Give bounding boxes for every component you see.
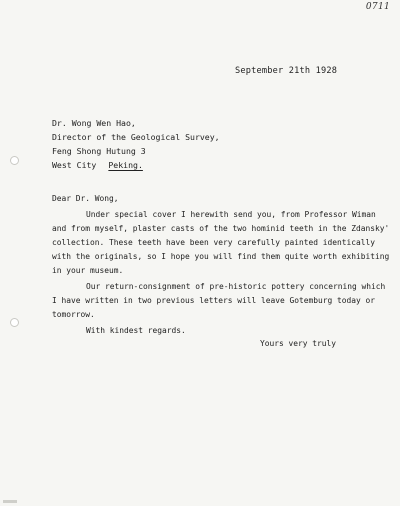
signoff: Yours very truly — [260, 339, 337, 348]
letter-body — [52, 192, 390, 338]
punch-hole-lower — [10, 318, 19, 327]
recipient-city: Peking. — [108, 160, 143, 170]
page-number: 0711 — [365, 2, 390, 12]
paragraph-line: in your museum. — [52, 266, 124, 275]
recipient-city-line — [52, 158, 220, 172]
paragraph-line: and from myself, plaster casts of the two hominid teeth in the Zdansky' — [52, 224, 390, 233]
recipient-address — [52, 116, 220, 172]
paragraph-1 — [52, 208, 390, 278]
letter-date: September 21th 1928 — [235, 66, 338, 76]
recipient-city-prefix: West City — [52, 160, 97, 170]
paragraph-line: tomorrow. — [52, 310, 95, 319]
paragraph-line: with the originals, so I hope you will find them quite worth exhibiting — [52, 252, 390, 261]
paragraph-line: I have written in two previous letters will leave Gotemburg today or — [52, 296, 376, 305]
salutation: Dear Dr. Wong, — [52, 194, 119, 203]
paragraph-line: collection. These teeth have been very carefully painted identically — [52, 238, 376, 247]
recipient-title: Director of the Geological Survey, — [52, 132, 220, 142]
punch-hole-upper — [10, 156, 19, 165]
paragraph-line: Our return-consignment of pre-historic pottery concerning which — [86, 282, 386, 291]
recipient-name: Dr. Wong Wen Hao, — [52, 118, 136, 128]
paragraph-2 — [52, 280, 386, 322]
closing: With kindest regards. — [86, 326, 186, 335]
paragraph-line: Under special cover I herewith send you, from Professor Wiman — [86, 210, 376, 219]
recipient-street: Feng Shong Hutung 3 — [52, 146, 146, 156]
edge-mark — [3, 500, 17, 503]
